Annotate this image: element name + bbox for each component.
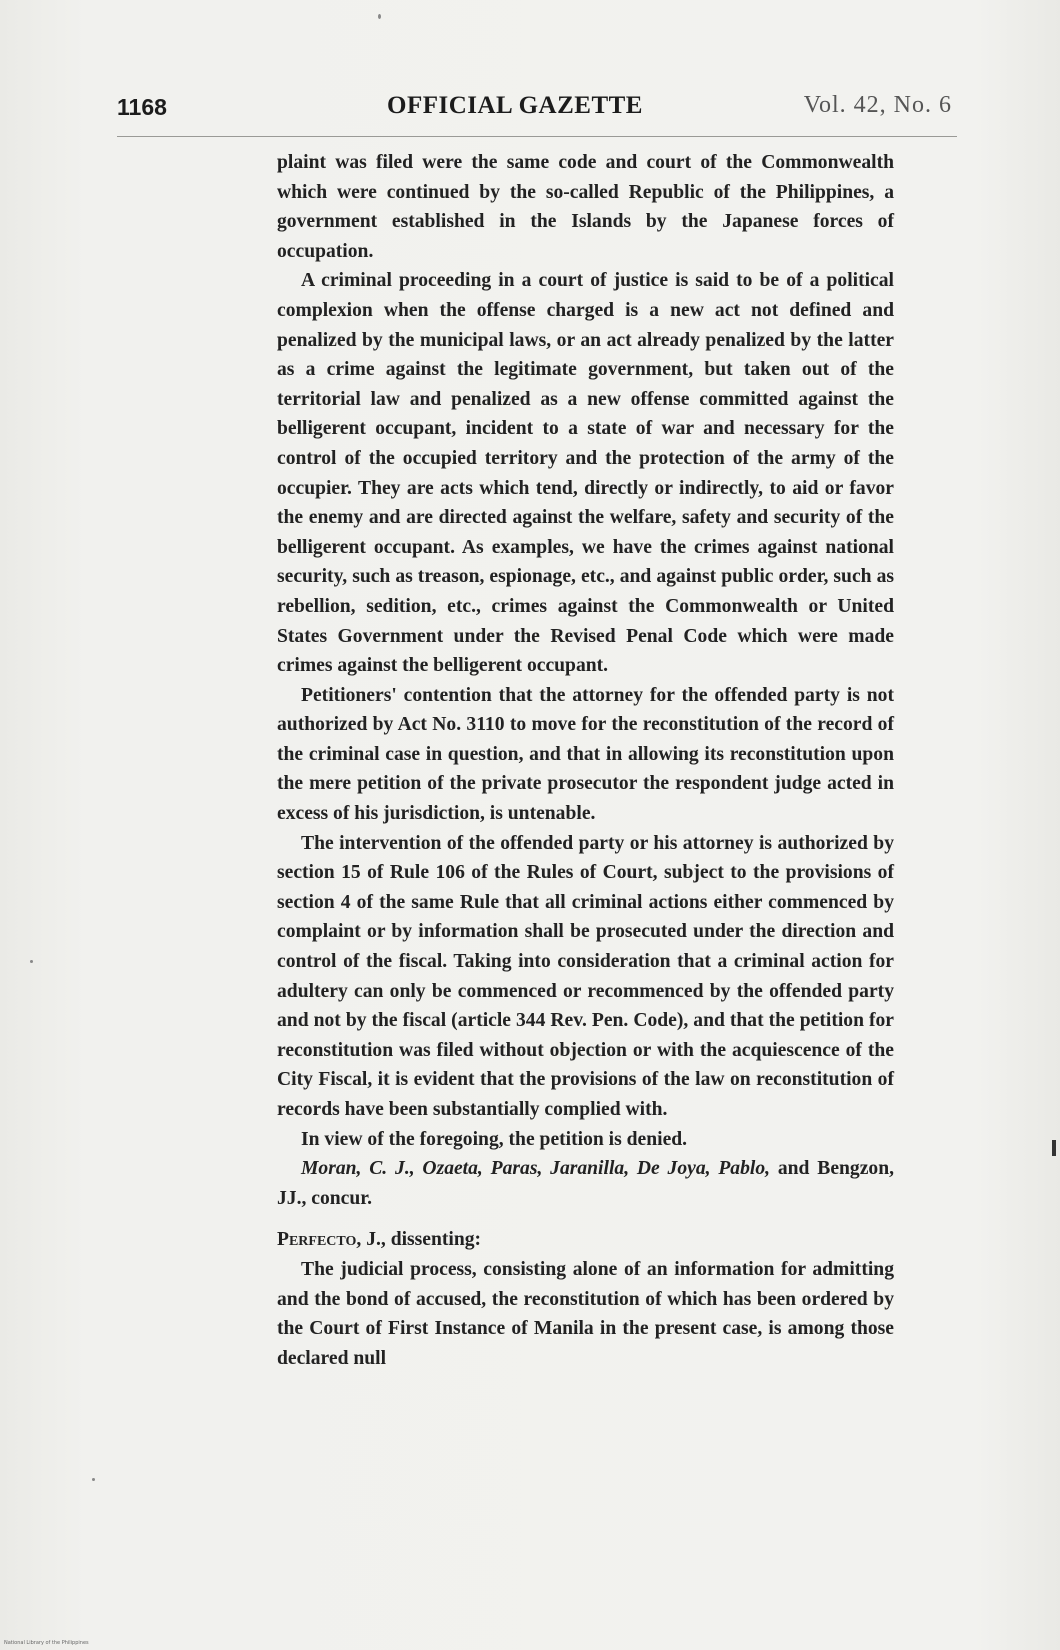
dissent-label: , J., dissenting: [356, 1229, 482, 1251]
dissent-justice: Perfecto [277, 1229, 357, 1251]
paragraph-continuation: plaint was filed were the same code and court of the Commonwealth which were continued by the so-called Republic of the Philippines, a government established in the Islands by the Japanese forces of occupation. [277, 152, 894, 262]
body-text [277, 148, 894, 1373]
volume-number: Vol. 42, No. 6 [803, 92, 952, 118]
concurrence-line [277, 1154, 894, 1213]
header-rule [117, 136, 957, 137]
paragraph-petitioners-contention: Petitioners' contention that the attorney for the offended party is not authorized by Act No. 3110 to move for the reconstitution of the record of the criminal case in question, and that in allowing its reconstitution upon the mere petition of the private prosecutor the respondent judge acted in excess of his jurisdiction, is untenable. [277, 684, 894, 825]
publication-title: OFFICIAL GAZETTE [387, 92, 643, 119]
paragraph-intervention: The intervention of the offended party or his attorney is authorized by section 15 of Rule 106 of the Rules of Court, subject to the provisions of section 4 of the same Rule that all criminal actions either commenced by complaint or by information shall be prosecuted under the direction and control of the fiscal. Taking into consideration that a criminal action for adultery can only be commenced or recommenced by the offended party and not by the fiscal (article 344 Rev. Pen. Code), and that the petition for reconstitution was filed without objection or with the acquiescence of the City Fiscal, it is evident that the provisions of the law on reconstitution of records have been substantially complied with. [277, 832, 894, 1120]
scan-speck [92, 1478, 95, 1481]
paragraph-disposition: In view of the foregoing, the petition is denied. [301, 1128, 688, 1150]
page-number: 1168 [117, 94, 167, 120]
scan-speck [30, 960, 33, 963]
concurring-justices: Moran, C. J., Ozaeta, Paras, Jaranilla, De Joya, Pablo, [301, 1158, 771, 1180]
paragraph-political-complexion: A criminal proceeding in a court of justice is said to be of a political complexion when the offense charged is a new act not defined and penalized by the municipal laws, or an act already penalized by the latter as a crime against the legitimate government, but taken out of the territorial law and penalized as a new offense committed against the belligerent occupant, incident to a state of war and necessary for the control of the occupied territory and the protection of the army of the occupier. They are acts which tend, directly or indirectly, to aid or favor the enemy and are directed against the welfare, safety and security of the belligerent occupant. As examples, we have the crimes against national security, such as treason, espionage, etc., and against public order, such as rebellion, sedition, etc., crimes against the Commonwealth or United States Government under the Revised Penal Code which were made crimes against the belligerent occupant. [277, 270, 894, 677]
concurrence-tail: and Bengzon, JJ., concur. [277, 1158, 894, 1209]
scan-edge-mark [1052, 1140, 1056, 1156]
page-header [117, 90, 952, 126]
paragraph-dissent: The judicial process, consisting alone of an information for admitting and the bond of accused, the reconstitution of which has been ordered by the Court of First Instance of Manila in the present case, is among those declared null [277, 1258, 894, 1369]
scan-speck [378, 14, 381, 19]
dissent-heading [277, 1225, 894, 1255]
footer-note: National Library of the Philippines [4, 1640, 89, 1646]
